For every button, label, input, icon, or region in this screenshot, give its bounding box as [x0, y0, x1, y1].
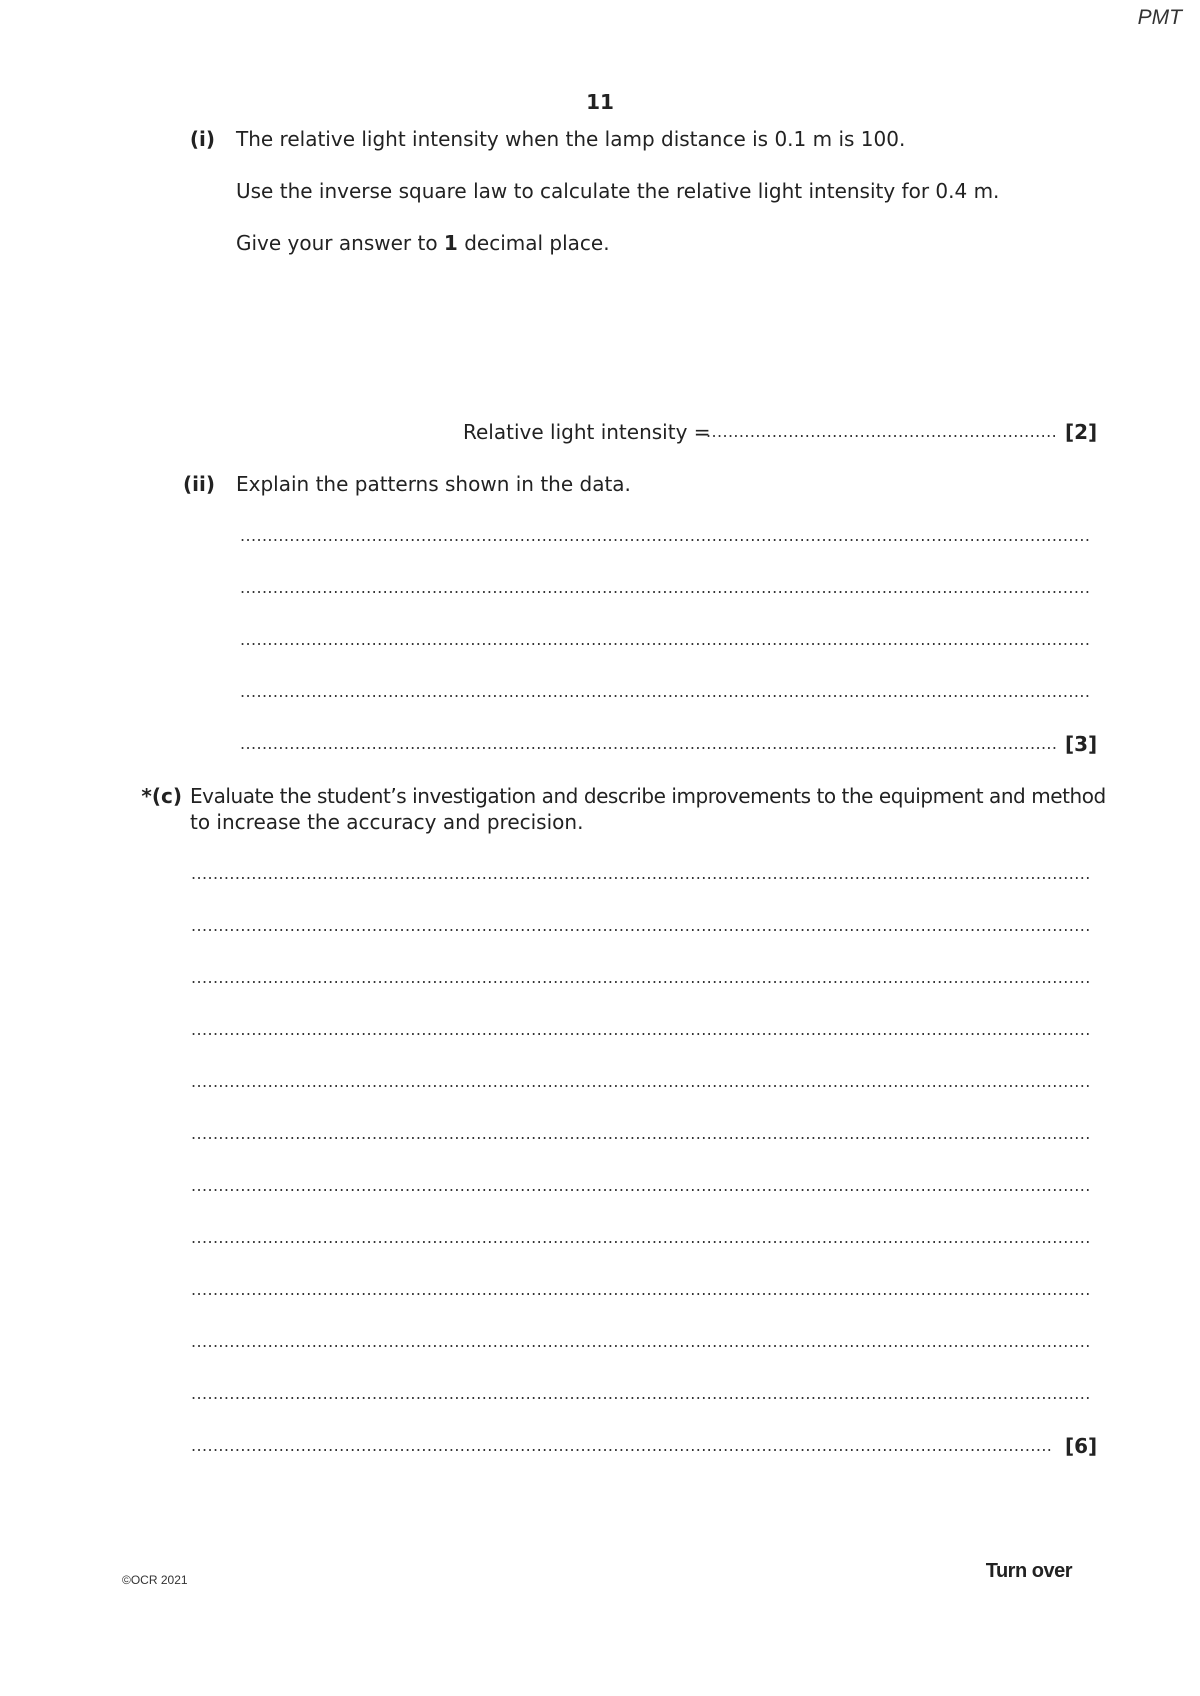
answer-line[interactable] — [191, 1173, 1090, 1199]
answer-line[interactable] — [240, 627, 1090, 653]
answer-line[interactable] — [240, 575, 1090, 601]
part-i-line1: The relative light intensity when the lamp distance is 0.1 m is 100. — [236, 127, 906, 151]
part-i-label: (i) — [189, 127, 215, 151]
answer-line[interactable] — [191, 861, 1090, 887]
answer-line[interactable] — [706, 419, 1058, 445]
part-c-question-line1: Evaluate the student’s investigation and describe improvements to the equipment and method — [190, 784, 1106, 808]
part-i-line3-bold: 1 — [443, 231, 458, 255]
part-c-question-line2: to increase the accuracy and precision. — [190, 810, 584, 834]
answer-line[interactable] — [191, 1433, 1053, 1459]
watermark: PMT — [1137, 6, 1182, 29]
copyright: ©OCR 2021 — [122, 1573, 188, 1587]
answer-label: Relative light intensity = — [463, 420, 711, 444]
answer-line[interactable] — [191, 1017, 1090, 1043]
answer-line[interactable] — [191, 965, 1090, 991]
part-c-label: *(c) — [141, 784, 182, 808]
answer-line[interactable] — [240, 679, 1090, 705]
part-i-line3 — [236, 230, 610, 256]
turn-over: Turn over — [985, 1560, 1072, 1582]
answer-line[interactable] — [191, 1381, 1090, 1407]
answer-line[interactable] — [240, 731, 1058, 757]
answer-line[interactable] — [191, 1069, 1090, 1095]
part-i-line3-after: decimal place. — [457, 231, 610, 255]
part-i-line3-before: Give your answer to — [236, 231, 444, 255]
part-ii-marks: [3] — [1065, 732, 1098, 756]
answer-line[interactable] — [191, 1277, 1090, 1303]
page-number: 11 — [586, 90, 614, 114]
part-i-line2: Use the inverse square law to calculate the relative light intensity for 0.4 m. — [236, 179, 1000, 203]
answer-line[interactable] — [191, 913, 1090, 939]
answer-line[interactable] — [191, 1329, 1090, 1355]
part-ii-label: (ii) — [183, 472, 215, 496]
answer-line[interactable] — [191, 1121, 1090, 1147]
part-i-marks: [2] — [1065, 420, 1098, 444]
part-c-marks: [6] — [1065, 1434, 1098, 1458]
part-ii-question: Explain the patterns shown in the data. — [236, 472, 631, 496]
answer-line[interactable] — [191, 1225, 1090, 1251]
answer-line[interactable] — [240, 523, 1090, 549]
